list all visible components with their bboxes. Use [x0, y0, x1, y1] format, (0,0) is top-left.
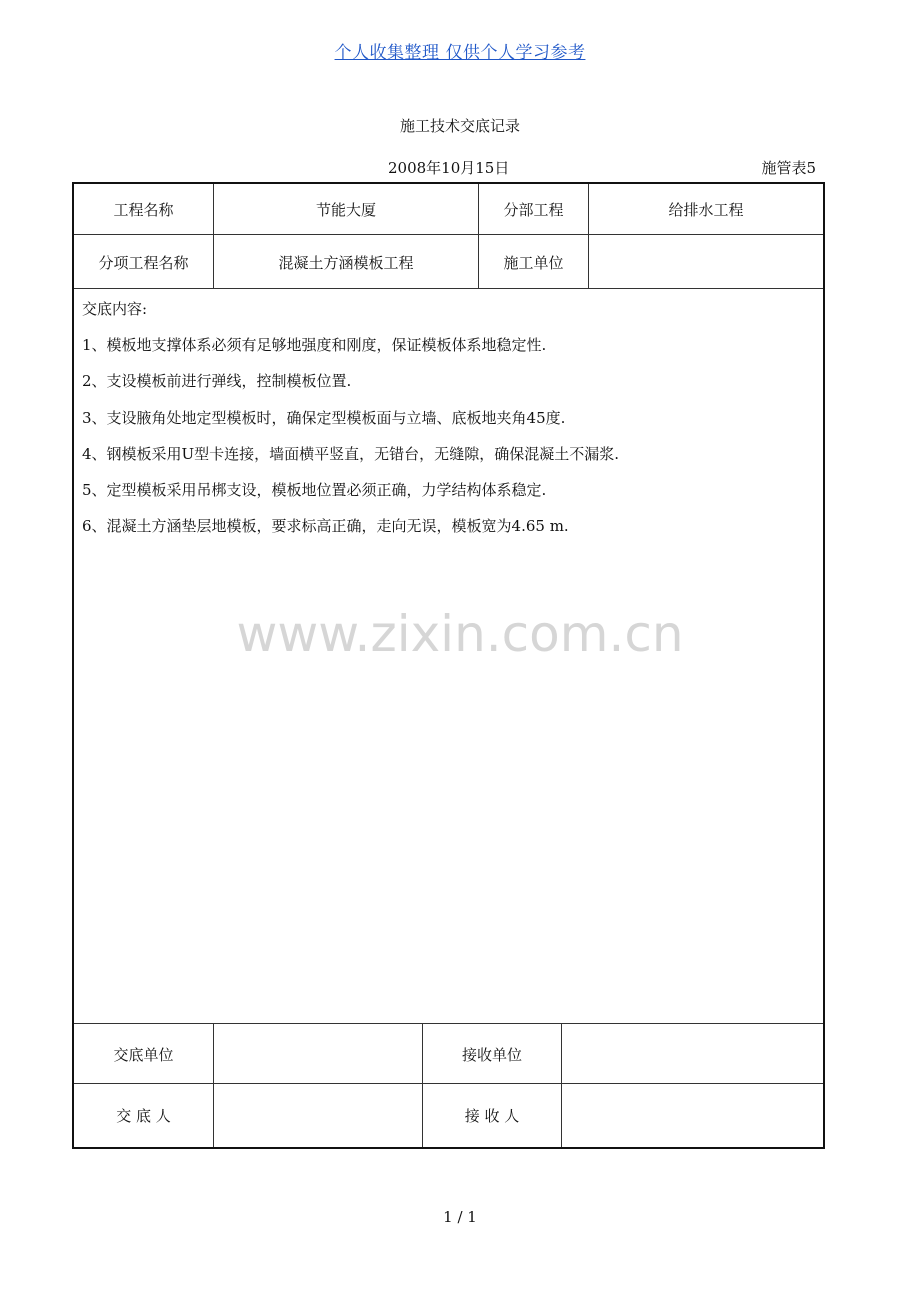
disclosing-unit-value: [213, 1024, 422, 1084]
project-name-value: 节能大厦: [213, 184, 478, 234]
content-item: 3、支设腋角处地定型模板时，确保定型模板面与立墙、底板地夹角45度.: [82, 408, 566, 427]
disclosing-person-label: 交 底 人: [116, 1107, 171, 1125]
document-title: 施工技术交底记录: [399, 117, 520, 135]
disclosure-content: [74, 288, 823, 1023]
document-date: 2008年10月15日: [388, 159, 510, 177]
construction-unit-value: [588, 235, 823, 289]
receiving-person-value: [561, 1084, 823, 1147]
header-link[interactable]: 个人收集整理 仅供个人学习参考: [334, 43, 586, 63]
project-name-label: 工程名称: [113, 200, 174, 219]
form-code: 施管表5: [761, 159, 816, 177]
table-row-disclosure-person: [74, 1083, 823, 1147]
content-item: 1、模板地支撑体系必须有足够地强度和刚度，保证模板体系地稳定性.: [82, 336, 547, 354]
table-row-disclosure-unit: [74, 1023, 823, 1084]
table-row-subproject: [74, 234, 823, 289]
receiving-unit-value: [561, 1024, 823, 1084]
receiving-unit-label: 接收单位: [422, 1024, 561, 1084]
content-item: 4、钢模板采用U型卡连接，墙面横平竖直，无错台，无缝隙，确保混凝土不漏浆.: [82, 444, 619, 463]
record-table: [72, 182, 825, 1149]
division-label: 分部工程: [478, 184, 588, 234]
content-item: 6、混凝土方涵垫层地模板，要求标高正确，走向无误，模板宽为4.65 m.: [82, 517, 569, 536]
subproject-name-value: 混凝土方涵模板工程: [213, 235, 478, 289]
disclosing-unit-label: 交底单位: [113, 1045, 174, 1064]
disclosing-person-value: [213, 1084, 422, 1147]
receiving-person-label: 接 收 人: [422, 1084, 561, 1147]
construction-unit-label: 施工单位: [478, 235, 588, 289]
subproject-name-label: 分项工程名称: [98, 253, 189, 272]
division-value: 给排水工程: [588, 184, 823, 234]
content-label: 交底内容:: [82, 300, 148, 318]
watermark: www.zixin.com.cn: [236, 605, 684, 663]
content-item: 5、定型模板采用吊梆支设，模板地位置必须正确，力学结构体系稳定.: [82, 481, 547, 500]
content-item: 2、支设模板前进行弹线，控制模板位置.: [82, 372, 352, 391]
table-row-project: [74, 184, 823, 234]
page-number: 1 / 1: [443, 1208, 477, 1226]
